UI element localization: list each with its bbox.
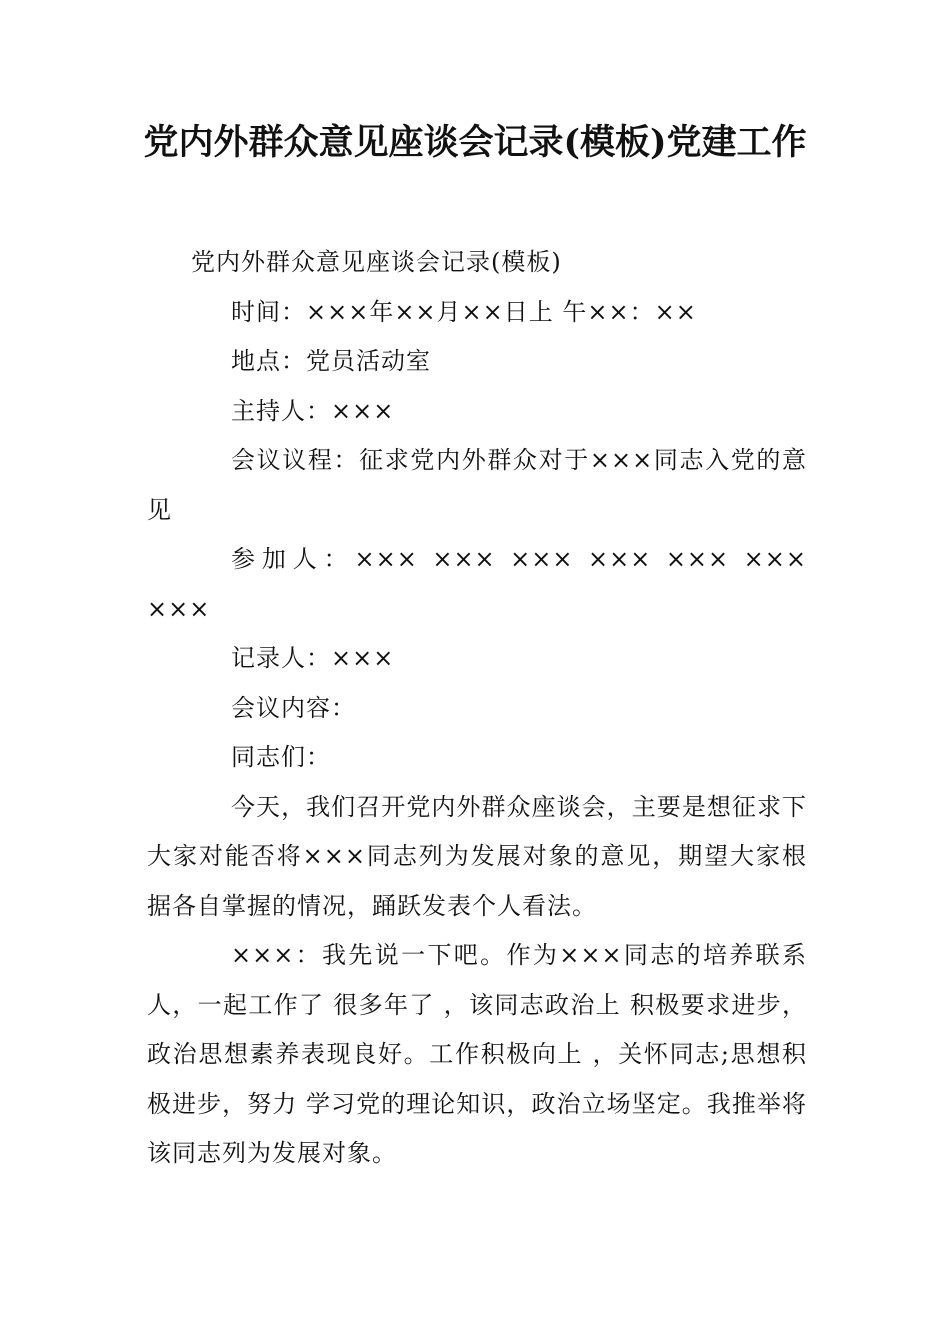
- meeting-time: 时间：×××年××月××日上 午××：××: [231, 297, 697, 326]
- meeting-attendees: 参加人：××× ××× ××× ××× ××× ××× ×××: [147, 545, 807, 623]
- meeting-content-label: 会议内容：: [231, 693, 356, 722]
- paragraph-speaker-1: ×××：我先说一下吧。作为×××同志的培养联系人，一起工作了 很多年了 ，该同志政治上 积极要求进步，政治思想素养表现良好。工作积极向上 ，关怀同志;思想积极进步，努力 学习党的理论知识，政治立场坚定。我推举将该同志列为发展对象。: [147, 941, 807, 1167]
- meeting-agenda: 会议议程：征求党内外群众对于×××同志入党的意见: [147, 446, 807, 524]
- meeting-host: 主持人：×××: [231, 396, 395, 425]
- meeting-recorder: 记录人：×××: [231, 644, 395, 672]
- document-title: 党内外群众意见座谈会记录(模板)党建工作: [143, 122, 807, 163]
- meeting-location: 地点：党员活动室: [231, 347, 431, 375]
- document-subtitle: 党内外群众意见座谈会记录(模板): [191, 248, 562, 276]
- paragraph-opening: 今天，我们召开党内外群众座谈会，主要是想征求下大家对能否将×××同志列为发展对象的意见，期望大家根据各自掌握的情况，踊跃发表个人看法。: [147, 792, 807, 920]
- document-body: [147, 238, 807, 1179]
- meeting-greeting: 同志们：: [231, 743, 331, 771]
